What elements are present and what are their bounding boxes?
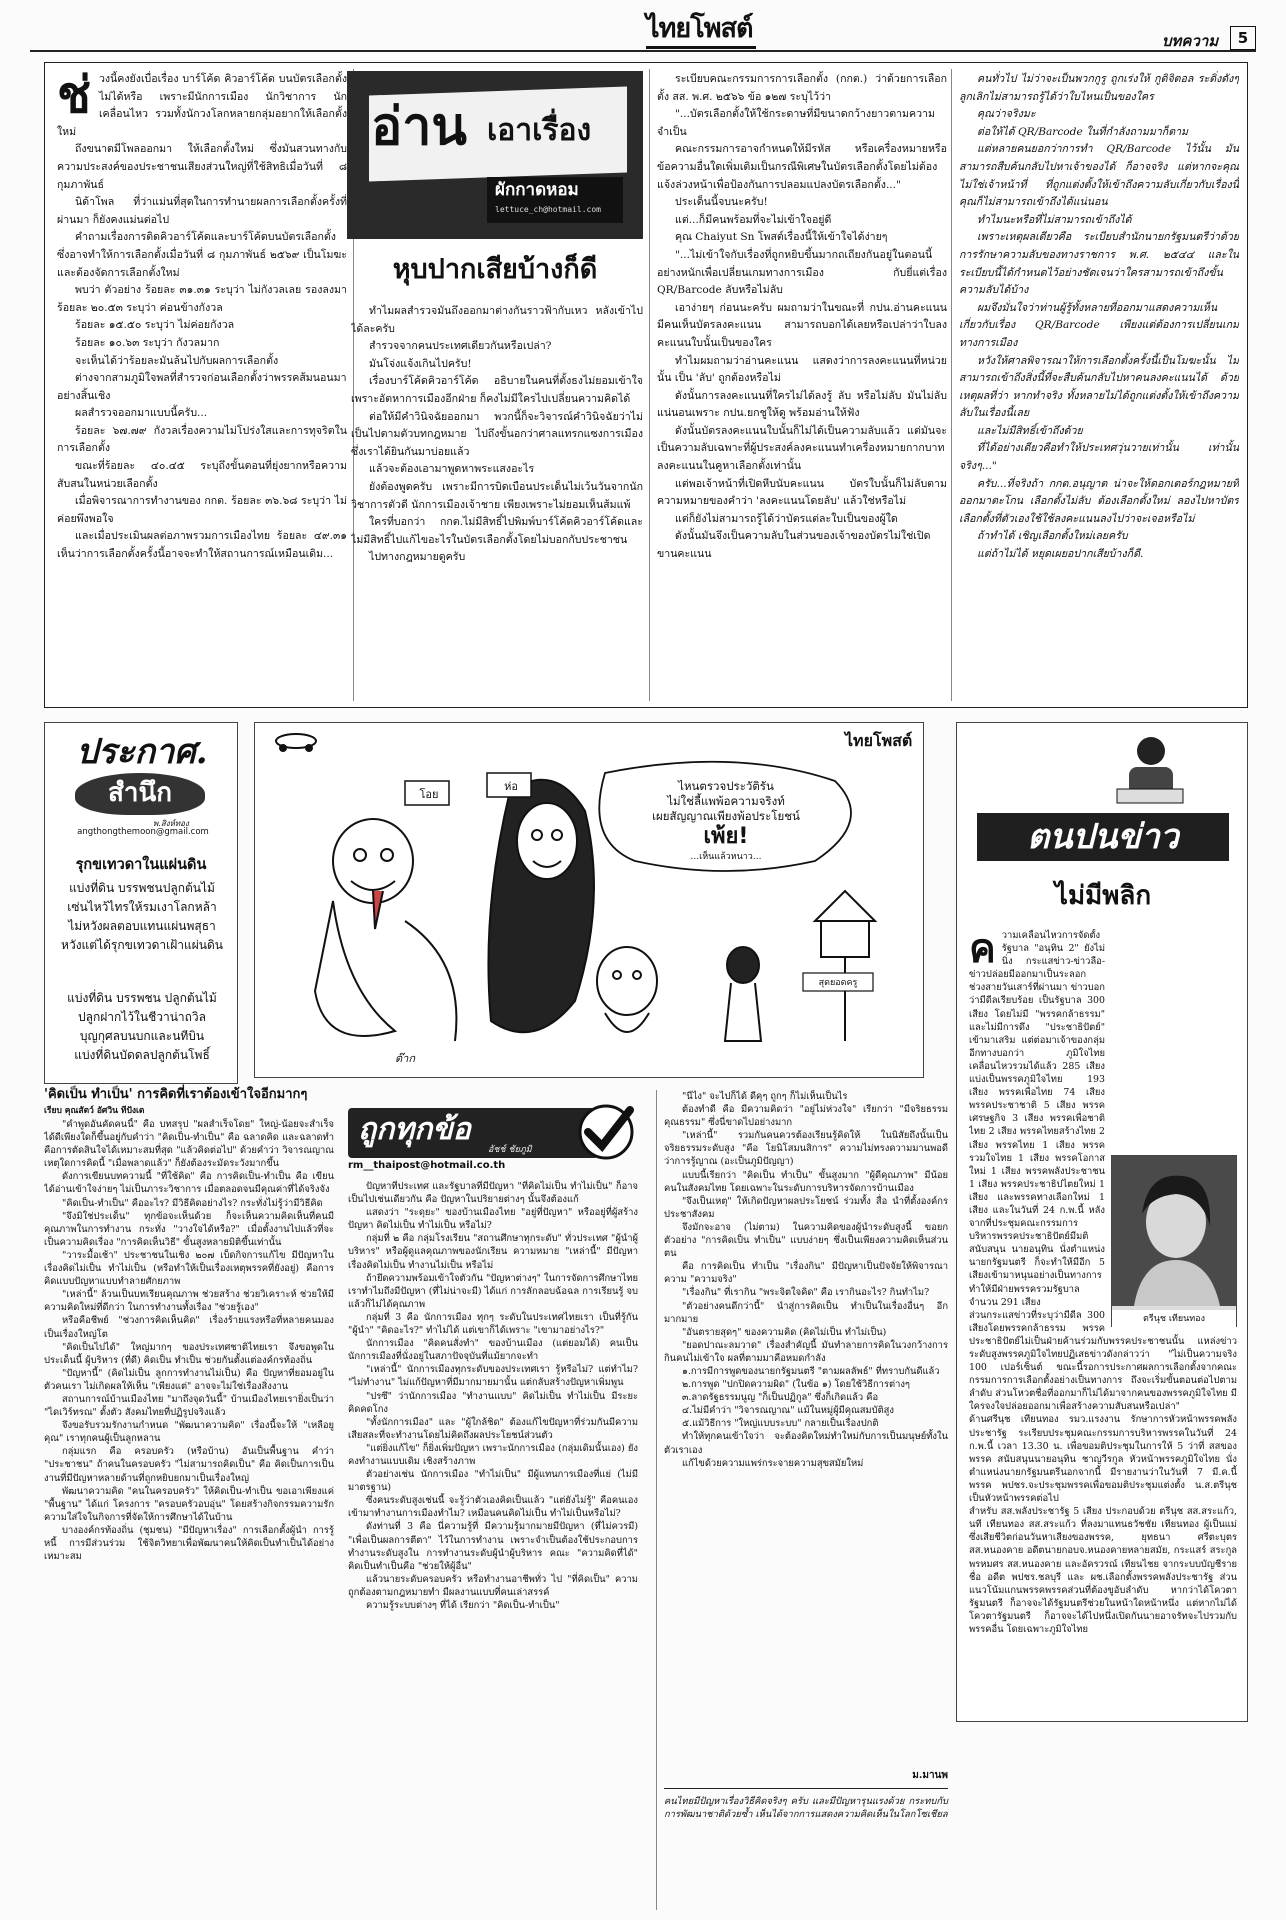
paragraph: ร้อยละ ๑๕.๕๐ ระบุว่า ไม่ค่อยกังวล: [75, 319, 235, 332]
paragraph: "อันตรายสุดๆ" ของความคิด (คิดไม่เป็น ทำไม่เป็น): [682, 1326, 887, 1338]
paragraph: เอาง่ายๆ ก่อนนะครับ ผมถามว่าในขณะที่ กปน.อ่านคะแนนมีคนเห็นบัตรลงคะแนน สามารถบอกได้เลยหรือเปล่าว่าใบลงคะแนนใบนั้นเป็นของใคร: [657, 301, 947, 349]
ton-panh-headline: ไม่มีพลิก: [1054, 881, 1152, 911]
paragraph: ร้อยละ ๑๐.๖๓ ระบุว่า กังวลมาก: [75, 336, 220, 349]
paragraph: "ทั้งนักการเมือง" และ "ผู้ใกล้ชิด" ต้องแก้ไขปัญหาที่ร่วมกันมีความเสียสละที่จะทำงานโดยไม่คิดถึงผลประโยชน์ส่วนตัว: [348, 1416, 638, 1441]
ton-panh-photo-box: [1111, 1155, 1237, 1327]
top-article: [44, 62, 1248, 708]
paragraph: ต่อให้ได้ QR/Barcode ในที่กำลังถามมาก็ตาม: [977, 125, 1189, 138]
paragraph: และเมื่อประเมินผลต่อภาพรวมการเมืองไทย ร้อยละ ๔๙.๓๑ เห็นว่าการเลือกตั้งครั้งนี้อาจจะทำให้สถานการณ์เหมือนเดิม...: [57, 530, 347, 561]
poem-title: รุกขเทวดาในแผ่นดิน: [75, 857, 207, 873]
col-divider: [656, 1090, 657, 1910]
paragraph: ขณะที่ร้อยละ ๔๐.๔๕ ระบุถึงขั้นตอนที่ยุ่งยากหรือความสับสนในหน่วยเลือกตั้ง: [57, 460, 347, 490]
scooter-doodle-icon: [273, 731, 319, 753]
thook-thook-sign: ม.มานพ: [912, 1770, 948, 1781]
paragraph: "นี่ไง" จะไปก็ได้ ดีคุๆ ถูกๆ ก็ไม่เห็นเป็นไร: [682, 1091, 848, 1102]
portrait-photo: [1112, 1156, 1236, 1306]
paragraph: ทำไมผมถามว่าอ่านคะแนน แสดงว่าการลงคะแนนที่หน่วยนั้น เป็น 'ลับ' ถูกต้องหรือไม่: [657, 354, 947, 385]
cartoon-logo-right: ไทยโพสต์: [845, 731, 913, 750]
cartoon-monster-right: [488, 780, 594, 1033]
paragraph: "คิดเป็นไปได้" ใหญ่มากๆ ของประเทศชาติไทยเรา จึงขอพูดในประเด็นนี้ ผู้บริหาร (ที่ดี) คิดเป็น ทำเป็น ช่วยกันตั้งแต่องค์กรท้องถิ่น: [44, 1341, 334, 1366]
paragraph: แต่...ก็มีคนพร้อมที่จะไม่เข้าใจอยู่ดี: [675, 213, 832, 226]
cartoon-bubble-text: [621, 779, 831, 865]
poem-logo-badge: [75, 773, 205, 815]
thook-thook-sign-rule: [664, 1788, 948, 1789]
paragraph: นักการเมือง "คิดคนสั่งทำ" ของบ้านเมือง (แต่ยอมได้) คนเป็นนักการเมืองที่นั่งอยู่ในสภาปัจจุบันที่แม้ยากจะทำ: [348, 1338, 638, 1363]
cartoon-girl: [725, 947, 761, 1041]
poem-line: แบ่งที่ดิน บรรพชนปลูกต้นไม้: [69, 881, 215, 895]
top-article-col1: [57, 71, 347, 701]
ton-panh-logo: [977, 813, 1229, 861]
paragraph: "ยอดปาณะลมวาด" เรื่องสำคัญนี้ มันทำลายการคิดในวงกว้างการกินคนไม่เข้าใจ ผลที่ตามมาคือหมดกำลัง: [664, 1339, 948, 1364]
paragraph: "แต่ยิ่งแก้ไข" ก็ยิ่งเพิ่มปัญหา เพราะนักการเมือง (กลุ่มเดิมนั้นเอง) ยังคงทำงานแบบเดิม เชิงสร้างภาพ: [348, 1442, 638, 1467]
poem-stanza-2: [49, 989, 235, 1065]
paragraph: มันโจ่งแจ้งเกินไปครับ!: [369, 357, 472, 370]
paragraph: ไปทางกฎหมายดูครับ: [369, 551, 466, 564]
paragraph: เรื่องบาร์โค้ดคิวอาร์โค้ด อธิบายในคนที่ตั้งธงไม่ยอมเข้าใจเพราะอัตหาการเมืองอีกฝ่าย ก็คงไม่มีใครไปเปลี่ยนความคิดได้: [351, 375, 643, 405]
paragraph: "เหล่านี้" ล้วนเป็นบทเรียนคุณภาพ ช่วยสร้าง ช่วยวิเคราะห์ ช่วยให้มีความคิดใหม่ที่ดีกว่า ในการทำงานทั้งเรื่อง "ช่วยรู้เอง": [44, 1289, 334, 1314]
cartoon-house-label: สุดยอดครู: [818, 978, 858, 988]
paragraph: หวังให้ศาลพิจารณาให้การเลือกตั้งครั้งนี้เป็นโมฆะนั้น ไม่สามารถเข้าถึงสิ่งนี้ที่จะสืบค้นกลับไปหาคนลงคะแนนได้ ด้วยเหตุผลที่ว่า หากทำจริง ทั้งหลายไม่ได้ถูกแต่งตั้งให้เข้าถึงความลับในเรื่องนี้เลย: [959, 354, 1239, 420]
cartoon-spirit-house: [815, 891, 875, 1041]
ton-panh-logo-text: ตนปนข่าว: [1027, 817, 1179, 857]
paragraph: ดังการเขียนบทความนี้ "ที่ใช้คิด" คือ การคิดเป็น-ทำเป็น คือ เขียนได้อ่านเข้าใจง่ายๆ ไม่เป็นภาระวิชาการ เมื่อตลอดจนมีคุณค่าที่ได้จริงจัง: [44, 1171, 334, 1196]
paragraph: "ปรซึ" ว่านักการเมือง "ทำงานแบบ" คิดไม่เป็น ทำไม่เป็น มีระยะคิดคดโกง: [348, 1390, 638, 1415]
thook-thook-col3: [664, 1090, 948, 1916]
paragraph: ดังท่านที่ 3 คือ นี่ความรู้ที่ มีความรู้มากมายมีปัญหา (ที่ไม่ควรมี) "เพื่อเป็นผลการตีตา" ไว้ในการทำงาน เพราะจำเป็นต้องใช้ประกอบการทำงานระดับสูงใน การทำงานระดับผู้นำผู้บริหาร คณะ "ความคิดที่ได้" คิดเป็นทำเป็นคือ "ช่วยให้ผู้อื่น": [348, 1521, 638, 1572]
poem-stanza-1: [49, 879, 235, 955]
cartoon-bubble-sub: ...เห็นแล้วหนาว...: [690, 852, 762, 862]
paragraph: ดังนั้นบัตรลงคะแนนใบนั้นก็ไม่ได้เป็นความลับแล้ว แต่มันจะเป็นความลับเฉพาะที่ผู้ประสงค์ลงคะแนนทำเครื่องหมายกากบาทลงคะแนนในคูหาเลือกตั้งเท่านั้น: [657, 424, 947, 473]
poem-box: [44, 722, 238, 1084]
cartoon-bubble-line-3: เผยสัญญาณเพียงพ้อประโยชน์: [652, 809, 800, 823]
paragraph: กลุ่มแรก คือ ครอบครัว (หรือบ้าน) อันเป็นพื้นฐาน คำว่า "ประชาชน" ถ้าคนในครอบครัว "ไม่สามารถคิดเป็น" คือ คิดเป็นการเป็นงานที่มีปัญหาหลายด้านที่ถูกหยิบยกมาเป็นเรื่องใหญ่: [44, 1446, 334, 1484]
thook-thook-col2: [348, 1180, 638, 1916]
checkmark-icon: [570, 1100, 640, 1164]
bottom-left-article: [44, 1086, 334, 1916]
paragraph: ๕.แม้วิธีการ "ใหญ่แบบระบบ" กลายเป็นเรื่องปกติ: [682, 1418, 879, 1430]
ton-panh-dropcap: ค: [969, 929, 996, 972]
poem-line: บุญกุศลบนบกและนทีบิน: [79, 1029, 205, 1043]
paragraph: แสดงว่า "ระดุยะ" ของบ้านเมืองไทย "อยู่ที่ปัญหา" หรืออยู่ที่ผู้สร้างปัญหา คิดไม่เป็น ทำไม่เป็น หรือไม่?: [348, 1207, 638, 1232]
paragraph: ต้องทำดี คือ มีความคิดว่า "อยู่ไม่ห่วงใจ" เรียกว่า "มีจริยธรรมคุณธรรม" ซึ่งนี่ขาดไปอย่างมาก: [664, 1104, 948, 1129]
paragraph: เมื่อพิจารณาการทำงานของ กกต. ร้อยละ ๓๖.๖๘ ระบุว่า ไม่ค่อยพึงพอใจ: [57, 495, 347, 525]
paragraph: ระเบียบคณะกรรมการการเลือกตั้ง (กกต.) ว่าด้วยการเลือกตั้ง สส. พ.ศ. ๒๕๖๖ ข้อ ๑๒๗ ระบุไว้ว่า: [657, 73, 947, 103]
poem-logo-author: พ.สิงห์ทอง: [153, 819, 189, 828]
paragraph: พบว่า ตัวอย่าง ร้อยละ ๓๑.๓๑ ระบุว่า ไม่กังวลเลย รองลงมา ร้อยละ ๒๐.๕๓ ระบุว่า ค่อนข้างกังวล: [57, 284, 347, 314]
paragraph: ดังนั้นการลงคะแนนที่ใครไม่ได้ลงรู้ ลับ หรือไม่ลับ มันไม่ลับแน่นอนเพราะ กปน.ยกชูให้ดู พร้อมอ่านให้ฟัง: [657, 389, 947, 420]
poem-logo-title: สำนึก: [108, 778, 172, 808]
paragraph: จะเห็นได้ว่าร้อยละมันล้นไปกับผลการเลือกตั้ง: [75, 354, 279, 367]
top-headline: หุบปากเสียบ้างก็ดี: [392, 254, 598, 285]
paragraph: ๑.การมีการพูดของนายกรัฐมนตรี "ตามผลลัพธ์" ที่ทราบกันดีแล้ว: [682, 1365, 940, 1377]
paragraph: สำหรับ สส.พลังประชารัฐ 5 เสียง ประกอบด้วย ตรีนุช สส.สระแก้ว, นที เทียนทอง สส.สระแก้ว ที่ลงมาแทนธวัชชัย เทียนทอง ผู้เป็นแม่ ซึ่งเสียชีวิตก่อนวันหาเสียงของพรรค, ยุทธนา ศรีตะบุตร สส.หนองคาย อดีตนายกอบจ.หนองคายหลายสมัย, กระแสร์ สระกูลพรหมศร สส.หนองคาย และอัครวรณ์ เทียนไชย จากระบบบัญชีรายชื่อ อดีต พปชร.ชลบุรี และ ผช.เลือกตั้งพรรคพลังประชารัฐ ส่วนแนวโน้มแกนพรรคพรรคส่วนที่ต้องขูอับลำดับ หากว่าได้โควตารัฐมนตรี ก็อาจจะได้รัฐมนตรีช่วยในหน้าใดหน้าหนึ่ง แต่หากไม่ได้โควตารัฐมนตรี ก็อาจจะได้ไปหนึ่งเปิดกันนายอาจรัทจะไปรวมกับพรรคอื่น โดยเฉพาะภูมิใจไทย: [969, 1506, 1237, 1635]
paragraph: จึงมักจะอาจ (ไม่ตาม) ในความคิดของผู้นำระดับสูงนี้ ขอยกตัวอย่าง "การคิดเป็น ทำเป็น" แบบง่ายๆ ซึ่งเป็นเพียงความคิดเห็นส่วนตน: [664, 1221, 948, 1260]
paragraph: แต่พอเจ้าหน้าที่เปิดหีบนับคะแนน บัตรใบนั้นก็ไม่ลับตามความหมายของคำว่า 'ลงคะแนนโดยลับ' แล้วใช่หรือไม่: [657, 477, 947, 508]
paragraph: ร้อยละ ๖๗.๗๙ กังวลเรื่องความไม่โปร่งใสและการทุจริตในการเลือกตั้ง: [57, 424, 347, 455]
paragraph: "วาระมื้อเช้า" ประชาชนในเชิง ๒๐๗ เบ็ดกิจการแก้ไข มีปัญหาในเรื่องคิดไม่เป็น ทำไม่เป็น (หรือทำให้เป็นเรื่องเหตุพรรคที่ยังอยู่) คือการคิดแบบปัญหาแบบทำลายศักยภาพ: [44, 1249, 334, 1288]
paragraph: ความรู้ระบบต่างๆ ที่ได้ เรียกว่า "คิดเป็น-ทำเป็น": [366, 1600, 560, 1611]
paragraph: แต่ถ้าไม่ได้ หยุดเผยอปากเสียบ้างก็ดี.: [977, 548, 1144, 561]
column-logo-small: เอาเรื่อง: [487, 113, 592, 148]
paragraph: คำถามเรื่องการติดคิวอาร์โค้ดและบาร์โค้ดบนบัตรเลือกตั้ง ซึ่งอาจทำให้การเลือกตั้งเมื่อวันที่ ๘ กุมภาพันธ์ ๒๕๖๙ เป็นโมฆะและต้องจัดการเลือกตั้งใหม่: [57, 231, 347, 279]
paragraph: ครับ...ที่จริงถ้า กกต.อนุญาต น่าจะให้ดอกเตอร์กฎหมายที่ออกมาตะโกน เลือกตั้งไม่ลับ ต้องเลือกตั้งใหม่ ลองไปหาบัตรเลือกตั้งที่ตัวเองใช้ใช้ลงคะแนนลงไปว่าจะเจอหรือไม่: [959, 477, 1239, 525]
paragraph: ใครที่บอกว่า กกต.ไม่มีสิทธิ์ไปพิมพ์บาร์โค้ดคิวอาร์โค้ดและไม่มีสิทธิ์ไปแก้ไขอะไรในบัตรเลือกตั้งโดยไม่บอกกับประชาชน: [351, 516, 643, 546]
paragraph: แต่หลายคนยอกว่าการทำ QR/Barcode ไว้นั้น มันสามารถสืบค้นกลับไปหาเจ้าของได้ ก็อาจจริง แต่หากจะคุณไม่ใช่เจ้าหน้าที่ ที่ถูกแต่งตั้งให้เข้าถึงความลับเกี่ยวกับเรื่องนี้ คุณก็ไม่สามารถเข้าถึงได้แน่นอน: [959, 143, 1239, 209]
paragraph: คือ การคิดเป็น ทำเป็น "เรื่องกิน" มีปัญหาเป็นปัจจัยให้พิจารณาความ "ความจริง": [664, 1261, 948, 1286]
paragraph: ถ้ายึดความพร้อมเข้าใจตัวกัน "ปัญหาต่างๆ" ในการจัดการศึกษาไทยเราทำไมถึงมีปัญหา (ที่ไม่น่าจะมี) ได้แก่ การลักลอบฉ้อฉล การเรียนรู้ จบแล้วก็ไม่ได้คุณภาพ: [348, 1272, 638, 1310]
cartoon-sign-2-text: ห่อ: [504, 780, 518, 793]
paragraph: สถานการณ์บ้านเมืองไทย "มาถึงจุดวันนี้" บ้านเมืองไทยเรายิ่งเป็นว่า "ไดเวิร์ทรณ" ตั้งตัว สังคมไทยที่ปฏิรูปจริงแล้ว: [44, 1393, 334, 1419]
paragraph: และไม่มีสิทธิ์เข้าถึงด้วย: [977, 424, 1083, 437]
paragraph: ต่างจากสามภูมิใจพลที่สำรวจก่อนเลือกตั้งว่าพรรคส้มนอนมาอย่างสิ้นเชิง: [57, 372, 347, 402]
paragraph: "คิดเป็น-ทำเป็น" คืออะไร? มีวิธีคิดอย่างไร? กระทั่งไม่รู้ว่ามีวิธีคิด: [62, 1197, 323, 1209]
paragraph: บางองค์กรท้องถิ่น (ชุมชน) "มีปัญหาเรื่อง" การเลือกตั้งผู้นำ การรู้หนี้ การมีส่วนร่วม ใช้จิตวิทยาเพื่อพัฒนาคนให้คิดเป็นทำเป็นได้อย่างเหมาะสม: [44, 1524, 334, 1563]
poem-line: ปลูกฝากไว้ในชีวาน่าถวิล: [77, 1010, 207, 1024]
paragraph: ต่อให้มีคำวินิจฉัยออกมา พวกนี้ก็จะวิจารณ์คำวินิจฉัยว่าไม่เป็นไปตามตัวบทกฎหมาย ไปถึงขั้นอกว่าศาลแทรกแซงการเมือง ซึ่งเราได้ยินกันมาบ่อยแล้ว: [351, 410, 643, 458]
paragraph: สำรวจจากคนประเทศเดียวกันหรือเปล่า?: [369, 340, 552, 353]
masthead-logo: [646, 14, 756, 49]
cartoon-logo-left: [273, 731, 319, 753]
paragraph: ยังต้องพูดครับ เพราะมีการบิดเบือนประเด็นไม่เว้นวันจากนักวิชาการตัวดี นักการเมืองเจ้าชาย เพียงเพราะไม่ยอมเห็นส้มแพ้: [351, 480, 643, 511]
paragraph: คุณว่าจริงมะ: [977, 108, 1036, 121]
thook-thook-logo: [348, 1100, 640, 1172]
ton-panh-box: [956, 722, 1248, 1722]
poem-line: เซ่นไหว้ไทรให้รมเงาโลกหล้า: [67, 900, 217, 914]
page-number: 5: [1230, 26, 1256, 50]
poem-email: angthongthemoon@gmail.com: [77, 827, 209, 837]
thook-thook-footer: คนไทยมีปัญหาเรื่องวิธีคิดจริงๆ ครับ และมีปัญหารุนแรงด้วย กระทบกับการพัฒนาชาติด้วยซ้ำ เห็นได้จากการแสดงความคิดเห็นในโลกโซเชียล: [664, 1796, 948, 1821]
paragraph: ๔.ไม่มีคำว่า "วิจารณญาณ" แม้ในหมู่ผู้มีคุณสมบัติสูง: [682, 1405, 894, 1417]
paragraph: "เหล่านี้" รวมกันคนควรต้องเรียนรู้คิดให้ ในนิสัยถึงนั้นเป็นจริยธรรมระดับสูง "คือ โยนิโสมนสิการ" ความไม่ทรงความมานพอดีว่าการรู้ญาณ (อะเป็นภูมิปัญญา): [664, 1130, 948, 1168]
paragraph: วามเคลื่อนไหวการจัดตั้งรัฐบาล "อนุทิน 2" ยังไม่นิ่ง กระแสข่าว-ข่าวลือ-ข่าวปล่อยมีออกมาเป็นระลอก ช่วงสายวันเสาร์ที่ผ่านมา ข่าวบอกว่ามีดีลเรียบร้อย เป็นรัฐบาล 300 เสียง โดยไม่มี "พรรคกล้าธรรม" และไม่มีการดึง "ประชาธิปัตย์" เข้ามาเสริม แต่ต่อมาเจ้าของกลุ่มอีกทางบอกว่า ภูมิใจไทยเคลื่อนไหวรวมได้แล้ว 285 เสียง แบ่งเป็นพรรคภูมิใจไทย 193 เสียง พรรคเพื่อไทย 74 เสียง พรรคประชาชาติ 5 เสียง พรรคเศรษฐกิจ 3 เสียง พรรคเพื่อชาติไทย 2 เสียง พรรคไทยสร้างไทย 2 เสียง พรรคไทย 1 เสียง พรรครวมใจไทย 1 เสียง พรรคโอกาสใหม่ 1 เสียง พรรคพลังประชาชน 1 เสียง พรรคประชาธิปไตยใหม่ 1 เสียง และพรรคทางเลือกใหม่ 1 เสียง และในวันที่ 24 ก.พ.นี้ หลังจากที่ประชุมคณะกรรมการบริหารพรรคประชาธิปัตย์มีมติสนับสนุน นายอนุทิน นั่งตำแหน่งนายกรัฐมนตรี ก็จะทำให้มีอีก 5 เสียงเข้ามาหนุนอย่างเป็นทางการ ทำให้มีฝ่ายพรรครวมรัฐบาลจำนวน 291 เสียง: [969, 930, 1105, 1308]
paragraph: ซึ่งคนระดับสูงเช่นนี้ จะรู้ว่าตัวเองคิดเป็นแล้ว "แต่ยังไม่รู้" คือคนเองเข้ามาทำงานการเมืองทำไม? เหมือนคนคิดไม่เป็น ทำไม่เป็นหรือไม่?: [348, 1495, 638, 1520]
top-col2: [351, 303, 643, 703]
thook-thook-author: อัชช์ ชัยภูมิ: [488, 1145, 532, 1155]
thook-thook-email: rm__thaipost@hotmail.co.th: [348, 1160, 506, 1171]
cartoon-bubble-line-2: ไม่ใช่ลี้แพพ้อความจริงท์: [667, 794, 785, 808]
paragraph: "จึงมิใช่ประเด็น" ทุกข้อจะเห็นด้วย ก็จะเห็นความคิดเห็นที่คนมีคุณภาพในการทำงาน กระทั่ง "วางใจได้หรือ?" เมื่อตั้งงานไปแล้วที่จะเป็นความคิดเรื่อง "การคิดเห็นวิธี" ขั้นสูงหลายมิติขึ้นเท่านั้น: [44, 1210, 334, 1248]
paragraph: ดังนั้นมันจึงเป็นความลับในส่วนของเจ้าของบัตรไม่ใช่เปิดขานคะแนน: [657, 530, 931, 561]
paragraph: ปัญหาที่ประเทศ และรัฐบาลที่มีปัญหา "ที่คิดไม่เป็น ทำไม่เป็น" ก็อาจเป็นไปเช่นเดียวกัน คือ ปัญหาในปริยายต่างๆ นั้นจึงต้องแก้: [348, 1181, 638, 1206]
section-label: บทความ: [1162, 32, 1219, 50]
masthead: [0, 0, 1286, 56]
top-dropcap: ช่: [57, 71, 91, 124]
paragraph: เพราะเหตุผลเดียวคือ ระเบียบสำนักนายกรัฐมนตรีว่าด้วยการรักษาความลับของทางราชการ พ.ศ. ๒๕๔๔ และในระเบียบนี้ได้กำหนดไว้อย่างชัดเจนว่าใครสามารถเข้าถึงขั้นความลับได้บ้าง: [959, 231, 1239, 297]
column-logo-box: [347, 71, 643, 239]
paragraph: "คำพูดอันคัดคนนี้" คือ บทสรุป "ผลสำเร็จโดย" ใหญ่-น้อยจะสำเร็จได้ดีเพียงใดก็ขึ้นอยู่กับคำว่า "คิดเป็น-ทำเป็น" คือ ฉลาดคิด และฉลาดทำ คือการตัดสินใจได้เหมาะสมที่สุด "แล้วคิดต่อไป" ด้วยคำว่า วิจารณญาณ เหตุใดการคิดนี้ "เมื่อพลาดแล้ว" ก็ยังต้องระมัดระวังมากขึ้น: [44, 1119, 334, 1170]
paragraph: "ตัวอย่างคนดีกว่านี้" นำสู่การคิดเป็น ทำเป็นในเรื่องอื่นๆ อีกมากมาย: [664, 1300, 948, 1325]
paragraph: กลุ่มที่ ๒ คือ กลุ่มโรงเรียน "สถานศึกษาทุกระดับ" ทั่วประเทศ "ผู้นำผู้บริหาร" หรือผู้ดูแลคุณภาพของนักเรียน ความหมาย "เหล่านี้" มีปัญหาเรื่องคิดไม่เป็น ทำงานไม่เป็น หรือไม่: [348, 1233, 638, 1271]
column-author: ผักกาดหอม: [495, 180, 579, 200]
paragraph: "เหล่านี้" นักการเมืองทุกระดับของประเทศเรา รู้หรือไม่? แต่ทำไม? "ไม่ทำงาน" ไม่แก้ปัญหาที่มีมากมายมานั้น แต่กลับสร้างปัญหาเพิ่มพูน: [348, 1364, 638, 1389]
reporter-figure-icon: [1107, 731, 1193, 811]
paragraph: ผลสำรวจออกมาแบบนี้ครับ...: [75, 407, 208, 420]
ton-panh-photo-caption: ตรีนุช เทียนทอง: [1112, 1310, 1236, 1328]
column-email: lettuce_ch@hotmail.com: [495, 205, 601, 214]
poem-logo-script: ประกาศ.: [76, 732, 208, 772]
paragraph: ๓.ลาดรัฐธรรมนูญ "ก็เป็นปฏิกูล" ซึ่งก็เกิดแล้ว คือ: [682, 1392, 879, 1404]
paragraph: ทำไมนะหรือที่ไม่สามารถเข้าถึงได้: [977, 213, 1132, 226]
cartoon-signature: ต๊าก: [395, 1052, 415, 1065]
paragraph: "จึงเป็นเหตุ" ให้เกิดปัญหาผลประโยชน์ ร่วมทั้ง สื่อ นำที่ตั้งองค์กรประชาสังคม: [664, 1195, 948, 1220]
paragraph: แบบนี้เรียกว่า "คิดเป็น ทำเป็น" ขั้นสูงมาก "ผู้ดีคุณภาพ" มีน้อยคนในสังคมไทย โดยเฉพาะในระดับการบริหารจัดการบ้านเมือง: [664, 1169, 948, 1194]
cartoon-box: [254, 722, 924, 1078]
paragraph: คนทั่วไป ไม่ว่าจะเป็นพวกกูรู ถูกเร่งให้ กูดิจิตอล ระดิ่งดังๆ ลูกเลิกไม่สามารถรู้ได้ว่าใบไหนเป็นของใคร: [959, 73, 1239, 103]
paragraph: แก้ไขด้วยความแพร่กระจายความสุขสมัยใหม่: [682, 1457, 864, 1469]
paragraph: "...บัตรเลือกตั้งให้ใช้กระดาษที่มีขนาดกว้างยาวตามความจำเป็น: [657, 108, 935, 138]
paragraph: ผมจึงมั่นใจว่าท่านผู้รู้ทั้งหลายที่ออกมาแสดงความเห็นเกี่ยวกับเรื่อง QR/Barcode เพียงแต่ต้องการเปลี่ยนเกมทางการเมือง: [959, 301, 1239, 349]
cartoon-bubble-exclaim: เพ้ย!: [703, 824, 749, 849]
paragraph: ถึงขนาดมีโพลออกมา ให้เลือกตั้งใหม่ ซึ่งมันสวนทางกับความประสงค์ของประชาชนเสียงส่วนใหญ่ที่ใช้สิทธิเมื่อวันที่ ๘ กุมภาพันธ์: [57, 143, 347, 191]
col-divider: [649, 69, 650, 701]
cartoon-small-figure: [597, 947, 657, 1032]
paragraph: นิด้าโพล ที่ว่าแม่นที่สุดในการทำนายผลการเลือกตั้งครั้งที่ผ่านมา ก็ยังคงแม่นต่อไป: [57, 196, 347, 226]
paragraph: ประเด็นนี้จบนะครับ!: [675, 196, 768, 209]
paragraph: แต่ก็ยังไม่สามารถรู้ได้ว่าบัตรแต่ละใบเป็นของผู้ใด: [675, 512, 898, 525]
poem-line: แบ่งที่ดิน บรรพชน ปลูกต้นไม้: [67, 991, 217, 1005]
paragraph: จึงขอรับรวมรักงานกำหนด "พัฒนาความคิด" เรื่องนี้จะให้ "เหลือยูคุณ" เราทุกคนผู้เป็นลูกหลาน: [44, 1420, 334, 1445]
bottom-left-headline: 'คิดเป็น ทำเป็น' การคิดที่เราต้องเข้าใจอีกมากๆ: [44, 1087, 308, 1102]
bottom-left-byline: เรียบ คุณสัตว์ อัศวิน ทีปังเต: [44, 1106, 145, 1116]
paragraph: ที่ได้อย่างเดียวคือทำให้ประเทศวุ่นวายเท่านั้น เท่านั้นจริงๆ...": [959, 442, 1239, 473]
poem-line: ไม่หวังผลตอบแทนแผ่นพสุธา: [68, 919, 216, 933]
paragraph: หรือคือชีพย์ "ช่วงการคิดเห็นคิด" เรื่องร้ายแรงหรือที่หลายคนมองเป็นเรื่องใหญ่โต: [44, 1315, 334, 1340]
cartoon-monster-left: [315, 819, 456, 1041]
top-col4: [959, 71, 1239, 701]
poem-line: หวังแต่ได้รุกขเทวดาเฝ้าแผ่นดิน: [61, 938, 223, 952]
top-lead: วงนี้คงยังเบื่อเรื่อง บาร์โค้ด คิวอาร์โค้ด บนบัตรเลือกตั้ง ไม่ได้หรือ เพราะมีนักการเมือง นักวิชาการ นักเคลื่อนไหว รวมทั้งนักวงโลกหลายกลุ่มอยากให้เลือกตั้งใหม่: [57, 73, 347, 138]
top-col3: [657, 71, 947, 701]
poem-line: แบ่งที่ดินบัดดลปลูกต้นโพธิ์: [74, 1048, 210, 1062]
paragraph: คุณ Chaiyut Sn โพสต์เรื่องนี้ให้เข้าใจได้ง่ายๆ: [675, 231, 888, 244]
ton-panh-photo: [1107, 731, 1193, 811]
paragraph: ด้านศรีนุช เทียนทอง รมว.แรงงาน รักษาการหัวหน้าพรรคพลังประชารัฐ ระเรียบประชุมคณะกรรมการบริหารพรรคในวันที่ 24 ก.พ.นี้ เวลา 13.30 น. เพื่อขอมติประชุมในการให้ 5 ว่าที่ สสของพรรค สนับสนุนนายอนุทิน ชาญวีรกูล หัวหน้าพรรคภูมิใจไทย นั่งตำแหน่งนายกรัฐมนตรีนอกจากนี้ มีรายงานว่าในวันที่ 7 มี.ค.นี้ พรรค พปชร.จะประชุมพรรคเพื่อขอมติประชุมแต่งตั้ง น.ส.ตรีนุช เป็นหัวหน้าพรรคต่อไป: [969, 1414, 1237, 1505]
paragraph: "ปัญหานี้" (คิดไม่เป็น ลูกการทำงานไม่เป็น) คือ ปัญหาที่ยอมอยู่ในตัวคนเรา ไม่เกิดผลให้เห็น "เพียงแต่" อาจจะไม่ใช่เรื่องสิ่งงาน: [44, 1367, 334, 1392]
masthead-rule: [30, 50, 1256, 52]
paragraph: ทำไมผลสำรวจมันถึงออกมาต่างกันราวฟ้ากับเหว หลังเข้าไปได้ละครับ: [351, 305, 643, 335]
paragraph: ตัวอย่างเช่น นักการเมือง "ทำไม่เป็น" มีผู้แทนการเมืองที่แย่ (ไม่มีมาตรฐาน): [348, 1469, 638, 1494]
paragraph: ถ้าทำได้ เชิญเลือกตั้งใหม่เลยครับ: [977, 530, 1128, 543]
cartoon-bubble-line-1: ไหนตรวจประวัติรัน: [678, 779, 774, 793]
poem-logo: [57, 731, 227, 839]
bottom-left-paragraphs: [44, 1118, 334, 1908]
paragraph: คณะกรรมการอาจกำหนดให้มีรหัส หรือเครื่องหมายหรือข้อความอื่นใดเพิ่มเติมเป็นกรณีพิเศษในบัตรเลือกตั้งโดยไม่ต้องแจ้งล่วงหน้าเพื่อป้องกันการปลอมแปลงบัตรเลือกตั้ง...": [657, 143, 947, 191]
paragraph: กลุ่มที่ 3 คือ นักการเมือง ทุกๆ ระดับในประเทศไทยเรา เป็นที่รู้กัน "ผู้นำ" "คิดอะไร?" ทำไม่ได้ แต่เขาก็ได้เพราะ "เขามาอย่างไร?": [348, 1311, 638, 1337]
cartoon-sign-1-text: โอย: [419, 788, 439, 801]
column-logo-author-bar: [487, 177, 623, 223]
column-logo-big: อ่าน: [371, 97, 467, 157]
thook-thook-logo-bar: [348, 1108, 598, 1158]
paragraph: ส่วนกระแสข่าวที่ระบุว่ามีดีล 300 เสียงโดยพรรคกล้าธรรม พรรคประชาธิปัตย์ไม่เป็นฝ่ายค้านร่วมกับพรรคประชาชนนั้น แหล่งข่าวระดับสูงพรรคภูมิใจไทยปฏิเสธข่าวดังกล่าวว่า "ไม่เป็นความจริง 100 เปอร์เซ็นต์ ขณะนี้รอการประกาศผลการเลือกตั้งจากคณะกรรมการการเลือกตั้งอย่างเป็นทางการ ถึงจะเริ่มขั้นตอนต่อไปตามลำดับ ส่วนโหวตชื่อที่ออกมาก็ไม่ได้มาจากคนของพรรคภูมิใจไทย มีใครจงใจปล่อยออกมาเพื่อสร้างความสับสนหรือเปล่า": [969, 1309, 1237, 1413]
ton-panh-body: [969, 929, 1237, 1715]
thook-thook-logo-text: ถูกทุกข้อ: [358, 1112, 471, 1147]
paragraph: แล้วจะต้องเอามาพูดหาพระแสงอะไร: [369, 463, 535, 476]
thook-thook-col3-paragraphs: [664, 1090, 948, 1762]
paragraph: ทำให้ทุกคนเข้าใจว่า จะต้องคิดใหม่ทำใหม่กับการเป็นมนุษย์ทั้งในตัวเราเอง: [664, 1431, 948, 1456]
paragraph: ๒.การพูด "ปกปิดความผิด" (ในข้อ ๑) โดยใช้วิธีการต่างๆ: [682, 1379, 910, 1391]
col-divider: [951, 69, 952, 701]
paragraph: แล้วนายระดับครอบครัว หรือทำงานอาชีพทั่ว ไป "ที่คิดเป็น" ความถูกต้องตามกฎหมายทำ มีผลงานแบบที่คนเล่าสรรค์: [348, 1573, 638, 1598]
paragraph: "เรื่องกิน" ที่เรากิน "พระจิตใจคิด" คือ เรากินอะไร? กินทำไม?: [682, 1287, 930, 1299]
paragraph: พัฒนาความคิด "คนในครอบครัว" ให้คิดเป็น-ทำเป็น ขอเอาเพียงแค่ "พื้นฐาน" ได้แก่ โครงการ "ครอบครัวอบอุ่น" โดยสร้างกิจกรรมความรัก ความใส่ใจในกิจการที่จัดให้การศึกษาได้ในบ้าน: [44, 1485, 334, 1523]
masthead-logo-text: ไทยโพสต์: [646, 13, 753, 44]
paragraph: "...ไม่เข้าใจกับเรื่องที่ถูกหยิบขึ้นมากถเถียงกันอยู่ในตอนนี้อย่างหนักเพื่อเปลี่ยนเกมทางการเมือง กับยี่แต่เรื่อง QR/Barcode ลับหรือไม่ลับ: [657, 248, 947, 297]
top-col1-paragraphs: [57, 141, 347, 563]
